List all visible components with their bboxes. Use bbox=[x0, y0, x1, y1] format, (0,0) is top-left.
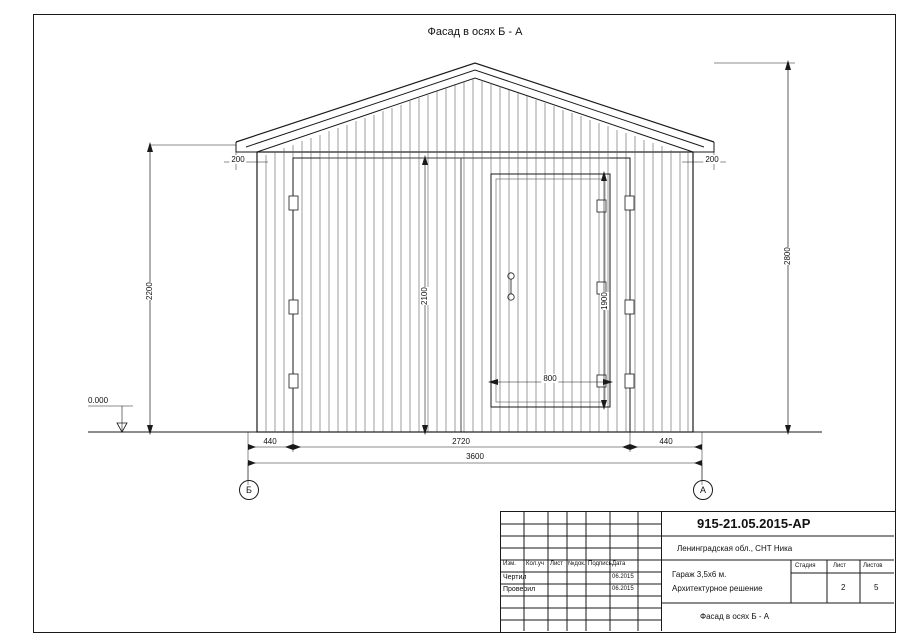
sheet-name: Фасад в осях Б - А bbox=[700, 612, 770, 621]
object-line-2: Архитектурное решение bbox=[672, 584, 763, 593]
drawing-number: 915-21.05.2015-АР bbox=[697, 516, 811, 531]
sheets-value: 5 bbox=[874, 583, 879, 592]
revision-row-role-2: Проверил bbox=[503, 586, 536, 593]
dim-total-height-right: 2800 bbox=[783, 247, 792, 265]
revision-header-koluch: Кол.уч bbox=[526, 561, 544, 567]
revision-header-izm: Изм. bbox=[503, 561, 516, 567]
dim-overall-width: 3600 bbox=[466, 452, 484, 461]
dim-wall-height-left: 2200 bbox=[145, 282, 154, 300]
dim-bay-left: 440 bbox=[263, 437, 277, 446]
revision-row-role-1: Чертил bbox=[503, 574, 527, 581]
revision-row-date-2: 06.2015 bbox=[612, 586, 634, 592]
sheet-header: Лист bbox=[833, 563, 847, 569]
revision-header-podpis: Подпись bbox=[588, 561, 612, 567]
dim-gate-height: 2100 bbox=[420, 287, 429, 305]
ground-level-label: 0.000 bbox=[88, 396, 109, 405]
dim-bay-right: 440 bbox=[659, 437, 673, 446]
sheets-header: Листов bbox=[863, 563, 883, 569]
dim-eave-right: 200 bbox=[705, 155, 719, 164]
object-line-1: Гараж 3,5х6 м. bbox=[672, 570, 727, 579]
drawing-title: Фасад в осях Б - А bbox=[427, 26, 523, 38]
axis-bubble-left: Б bbox=[239, 480, 259, 500]
revision-header-list: Лист bbox=[550, 561, 564, 567]
axis-bubble-right: А bbox=[693, 480, 713, 500]
revision-header-ndok: №док. bbox=[568, 561, 586, 567]
dim-door-width: 800 bbox=[543, 374, 557, 383]
revision-row-date-1: 06.2015 bbox=[612, 574, 634, 580]
dim-bay-center: 2720 bbox=[452, 437, 470, 446]
dim-eave-left: 200 bbox=[231, 155, 245, 164]
stage-header: Стадия bbox=[795, 563, 816, 569]
revision-header-data: Дата bbox=[612, 561, 626, 567]
dim-door-height: 1900 bbox=[600, 292, 609, 310]
sheet-value: 2 bbox=[841, 583, 846, 592]
location-text: Ленинградская обл., СНТ Ника bbox=[677, 544, 793, 553]
